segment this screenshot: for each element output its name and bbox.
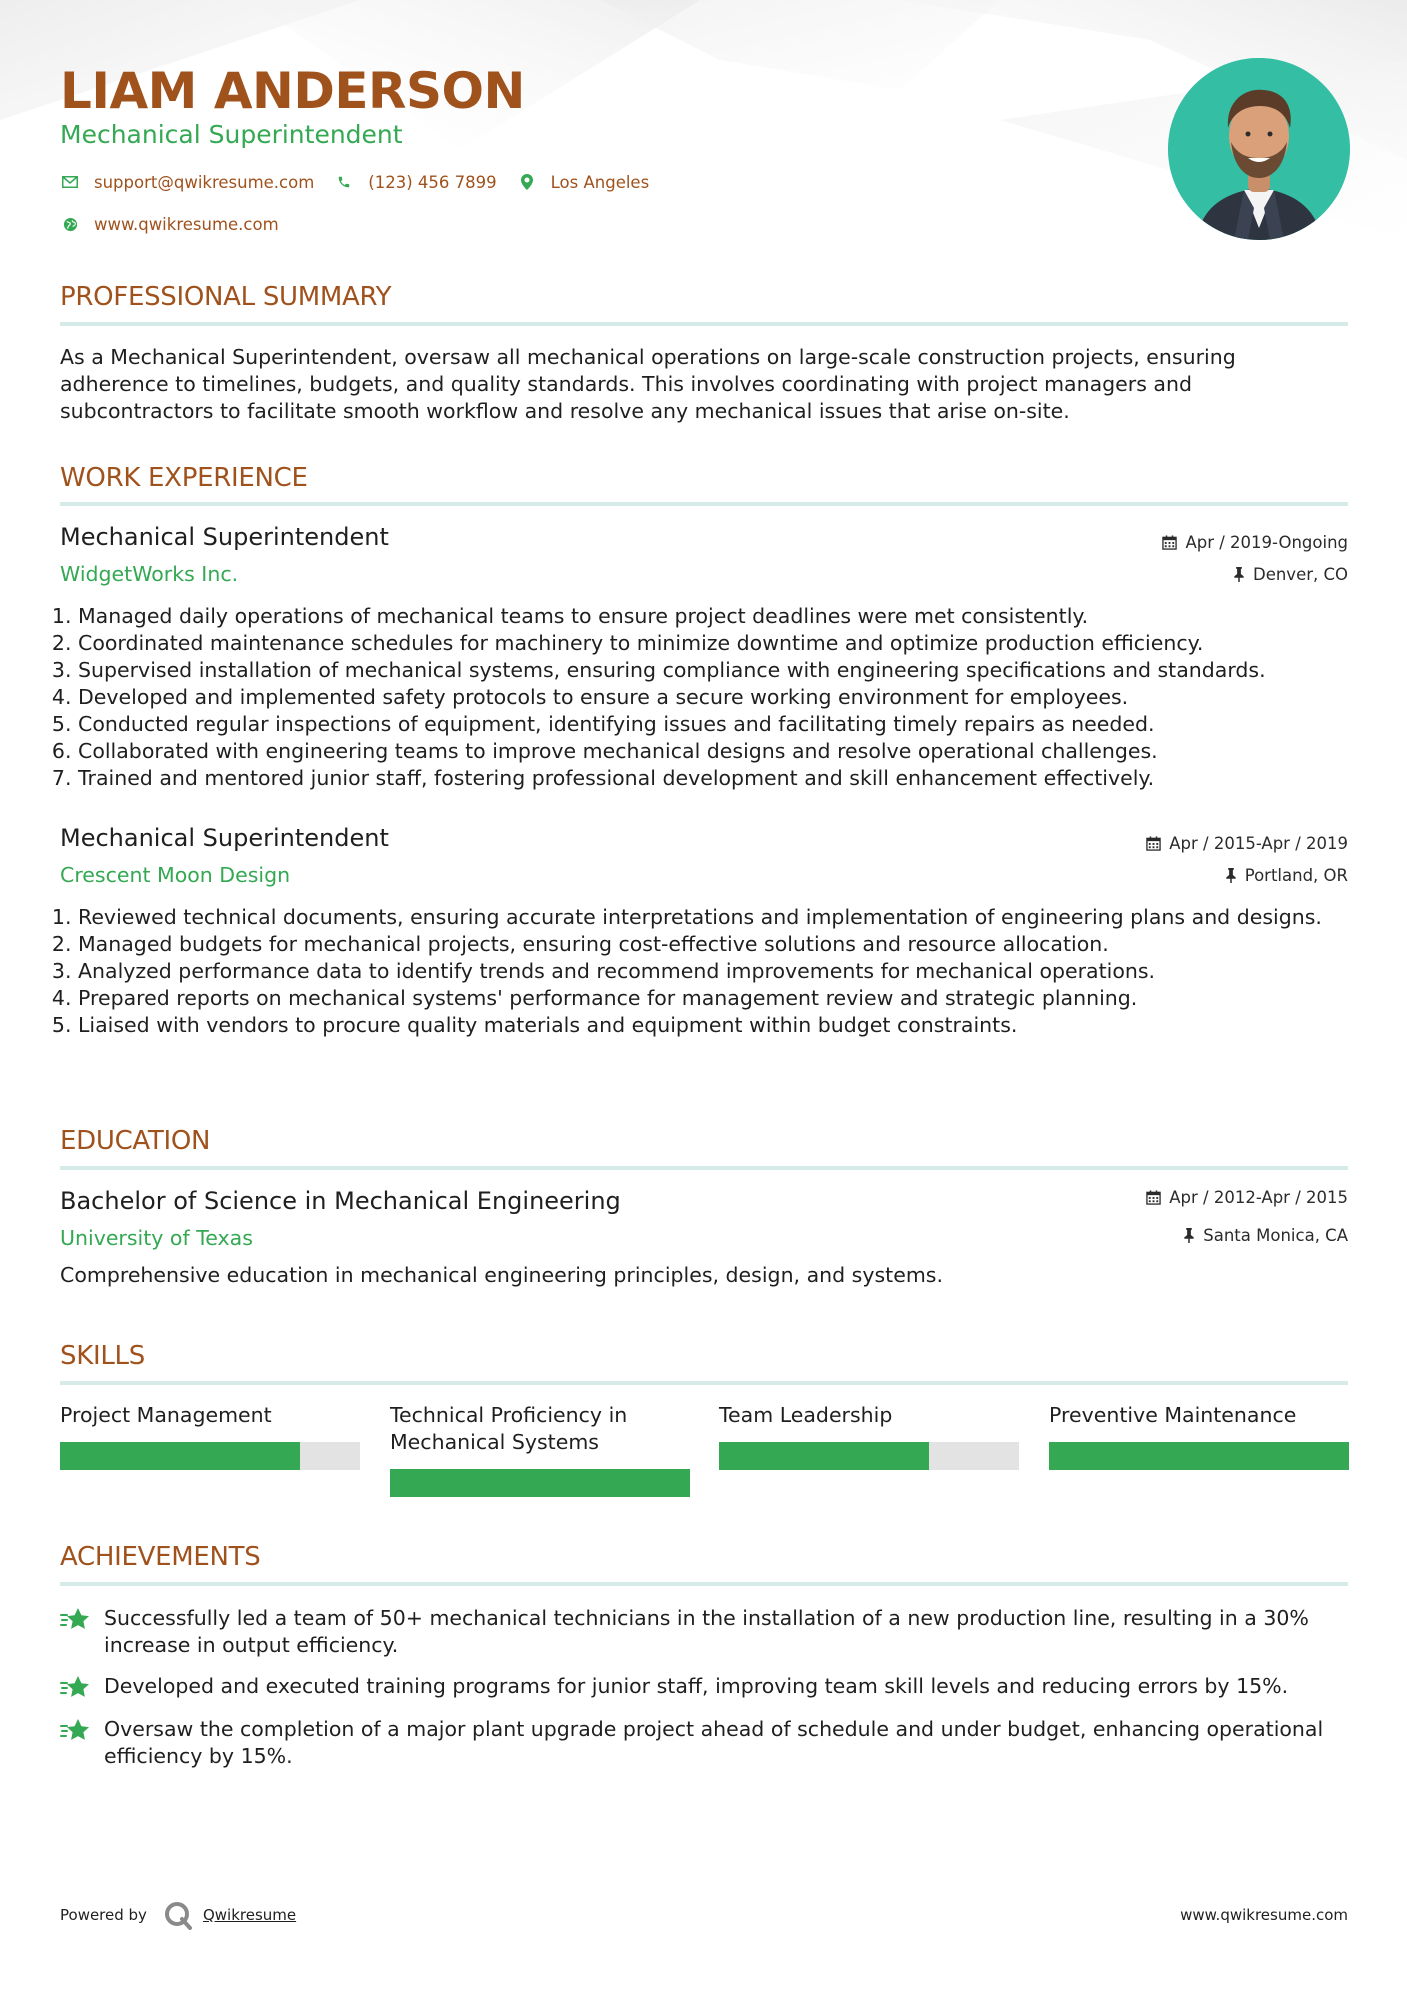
skill-bar (719, 1442, 1019, 1470)
map-pin-icon (517, 172, 537, 192)
email-text: support@qwikresume.com (94, 172, 315, 192)
list-item: 5. Conducted regular inspections of equipment, identifying issues and facilitating timely repairs as needed. (78, 711, 1348, 738)
website-text: www.qwikresume.com (94, 214, 279, 234)
job-2-title: Mechanical Superintendent (60, 824, 389, 852)
skill-label: Project Management (60, 1403, 272, 1427)
list-item: 6. Collaborated with engineering teams to improve mechanical designs and resolve operational challenges. (78, 738, 1348, 765)
achievements-heading: ACHIEVEMENTS (60, 1542, 261, 1572)
list-item: 1. Managed daily operations of mechanical teams to ensure project deadlines were met consistently. (78, 603, 1348, 630)
achievement-text: Developed and executed training programs for junior staff, improving team skill levels and reducing errors by 15%. (104, 1674, 1289, 1698)
summary-heading: PROFESSIONAL SUMMARY (60, 282, 392, 312)
list-item: 4. Prepared reports on mechanical systems' performance for management review and strategic planning. (78, 985, 1348, 1012)
education-location-text: Santa Monica, CA (1203, 1226, 1348, 1245)
contact-row-web (60, 214, 299, 234)
list-item: 1. Reviewed technical documents, ensuring accurate interpretations and implementation of engineering plans and designs. (78, 904, 1348, 931)
calendar-icon (1162, 535, 1177, 550)
skill-label: Team Leadership (719, 1403, 893, 1427)
education-degree: Bachelor of Science in Mechanical Engineering (60, 1187, 621, 1215)
job-2-location-text: Portland, OR (1244, 866, 1348, 885)
achievement-item (60, 1605, 1348, 1659)
skill-bar-fill (1049, 1442, 1349, 1470)
location-text: Los Angeles (550, 172, 650, 192)
education-dates (1146, 1188, 1348, 1207)
job-1-company: WidgetWorks Inc. (60, 562, 239, 586)
candidate-role: Mechanical Superintendent (60, 120, 403, 149)
avatar-illustration (1168, 58, 1350, 240)
skill-bar-fill (390, 1469, 690, 1497)
envelope-icon (60, 172, 80, 192)
achievement-text: Successfully led a team of 50+ mechanical technicians in the installation of a new production line, resulting in a 30% increase in output efficiency. (104, 1606, 1309, 1657)
experience-heading: WORK EXPERIENCE (60, 463, 308, 493)
education-dates-text: Apr / 2012-Apr / 2015 (1169, 1188, 1348, 1207)
list-item: 2. Managed budgets for mechanical projects, ensuring cost-effective solutions and resource allocation. (78, 931, 1348, 958)
qwikresume-logo-icon (163, 1900, 193, 1930)
phone-text: (123) 456 7899 (368, 172, 497, 192)
star-icon (60, 1673, 104, 1705)
job-1-location-text: Denver, CO (1252, 565, 1348, 584)
skill-item (719, 1402, 1019, 1429)
skill-bar-fill (60, 1442, 300, 1470)
education-heading: EDUCATION (60, 1126, 211, 1156)
education-location (1183, 1226, 1348, 1245)
contact-phone[interactable] (334, 172, 496, 192)
skill-label: Preventive Maintenance (1049, 1403, 1297, 1427)
skill-label: Technical Proficiency in Mechanical Systems (390, 1403, 628, 1454)
achievement-text: Oversaw the completion of a major plant upgrade project ahead of schedule and under budget, enhancing operational efficiency by 15%. (104, 1717, 1324, 1768)
star-icon (60, 1605, 104, 1659)
star-icon (60, 1716, 104, 1770)
education-description: Comprehensive education in mechanical engineering principles, design, and systems. (60, 1263, 943, 1287)
list-item: 7. Trained and mentored junior staff, fostering professional development and skill enhancement effectively. (78, 765, 1348, 792)
pushpin-icon (1225, 868, 1237, 883)
contact-email[interactable] (60, 172, 314, 192)
job-1-title: Mechanical Superintendent (60, 523, 389, 551)
list-item: 5. Liaised with vendors to procure quality materials and equipment within budget constraints. (78, 1012, 1348, 1039)
skills-divider (60, 1381, 1348, 1385)
list-item: 4. Developed and implemented safety protocols to ensure a secure working environment for employees. (78, 684, 1348, 711)
profile-photo (1168, 58, 1350, 240)
list-item: 3. Analyzed performance data to identify trends and recommend improvements for mechanical operations. (78, 958, 1348, 985)
skill-bar (1049, 1442, 1349, 1470)
job-2-dates (1146, 834, 1348, 853)
job-1-dates-text: Apr / 2019-Ongoing (1185, 533, 1348, 552)
skill-bar (390, 1469, 690, 1497)
contact-location (517, 172, 650, 192)
pushpin-icon (1233, 567, 1245, 582)
job-2-company: Crescent Moon Design (60, 863, 291, 887)
skill-bar (60, 1442, 360, 1470)
skills-heading: SKILLS (60, 1341, 145, 1371)
skill-item (1049, 1402, 1349, 1429)
skill-item (390, 1402, 690, 1456)
skill-item (60, 1402, 360, 1429)
achievements-divider (60, 1582, 1348, 1586)
summary-divider (60, 322, 1348, 326)
job-1-location (1233, 565, 1348, 584)
summary-text: As a Mechanical Superintendent, oversaw all mechanical operations on large-scale construction projects, ensuring adherence to timelines, budgets, and quality standards. This involves coordinating with project managers and subcontractors to facilitate smooth workflow and resolve any mechanical issues that arise on-site. (60, 345, 1236, 423)
job-2-dates-text: Apr / 2015-Apr / 2019 (1169, 834, 1348, 853)
education-divider (60, 1166, 1348, 1170)
job-1-bullets (60, 603, 1348, 792)
contact-website[interactable] (60, 214, 279, 234)
list-item: 2. Coordinated maintenance schedules for machinery to minimize downtime and optimize production efficiency. (78, 630, 1348, 657)
achievement-item (60, 1673, 1348, 1705)
calendar-icon (1146, 1190, 1161, 1205)
experience-divider (60, 502, 1348, 506)
list-item: 3. Supervised installation of mechanical systems, ensuring compliance with engineering specifications and standards. (78, 657, 1348, 684)
qwikresume-link[interactable]: Qwikresume (202, 1906, 297, 1924)
globe-icon (60, 214, 80, 234)
skill-bar-fill (719, 1442, 929, 1470)
contact-row (60, 172, 669, 192)
calendar-icon (1146, 836, 1161, 851)
footer-powered-by (60, 1900, 296, 1930)
job-1-dates (1162, 533, 1348, 552)
candidate-name: LIAM ANDERSON (60, 62, 525, 120)
phone-icon (334, 172, 354, 192)
achievement-item (60, 1716, 1348, 1770)
pushpin-icon (1183, 1228, 1195, 1243)
footer-website[interactable]: www.qwikresume.com (1180, 1906, 1348, 1924)
job-2-bullets (60, 904, 1348, 1039)
job-2-location (1225, 866, 1348, 885)
education-school: University of Texas (60, 1226, 253, 1250)
powered-by-label: Powered by (60, 1906, 147, 1924)
